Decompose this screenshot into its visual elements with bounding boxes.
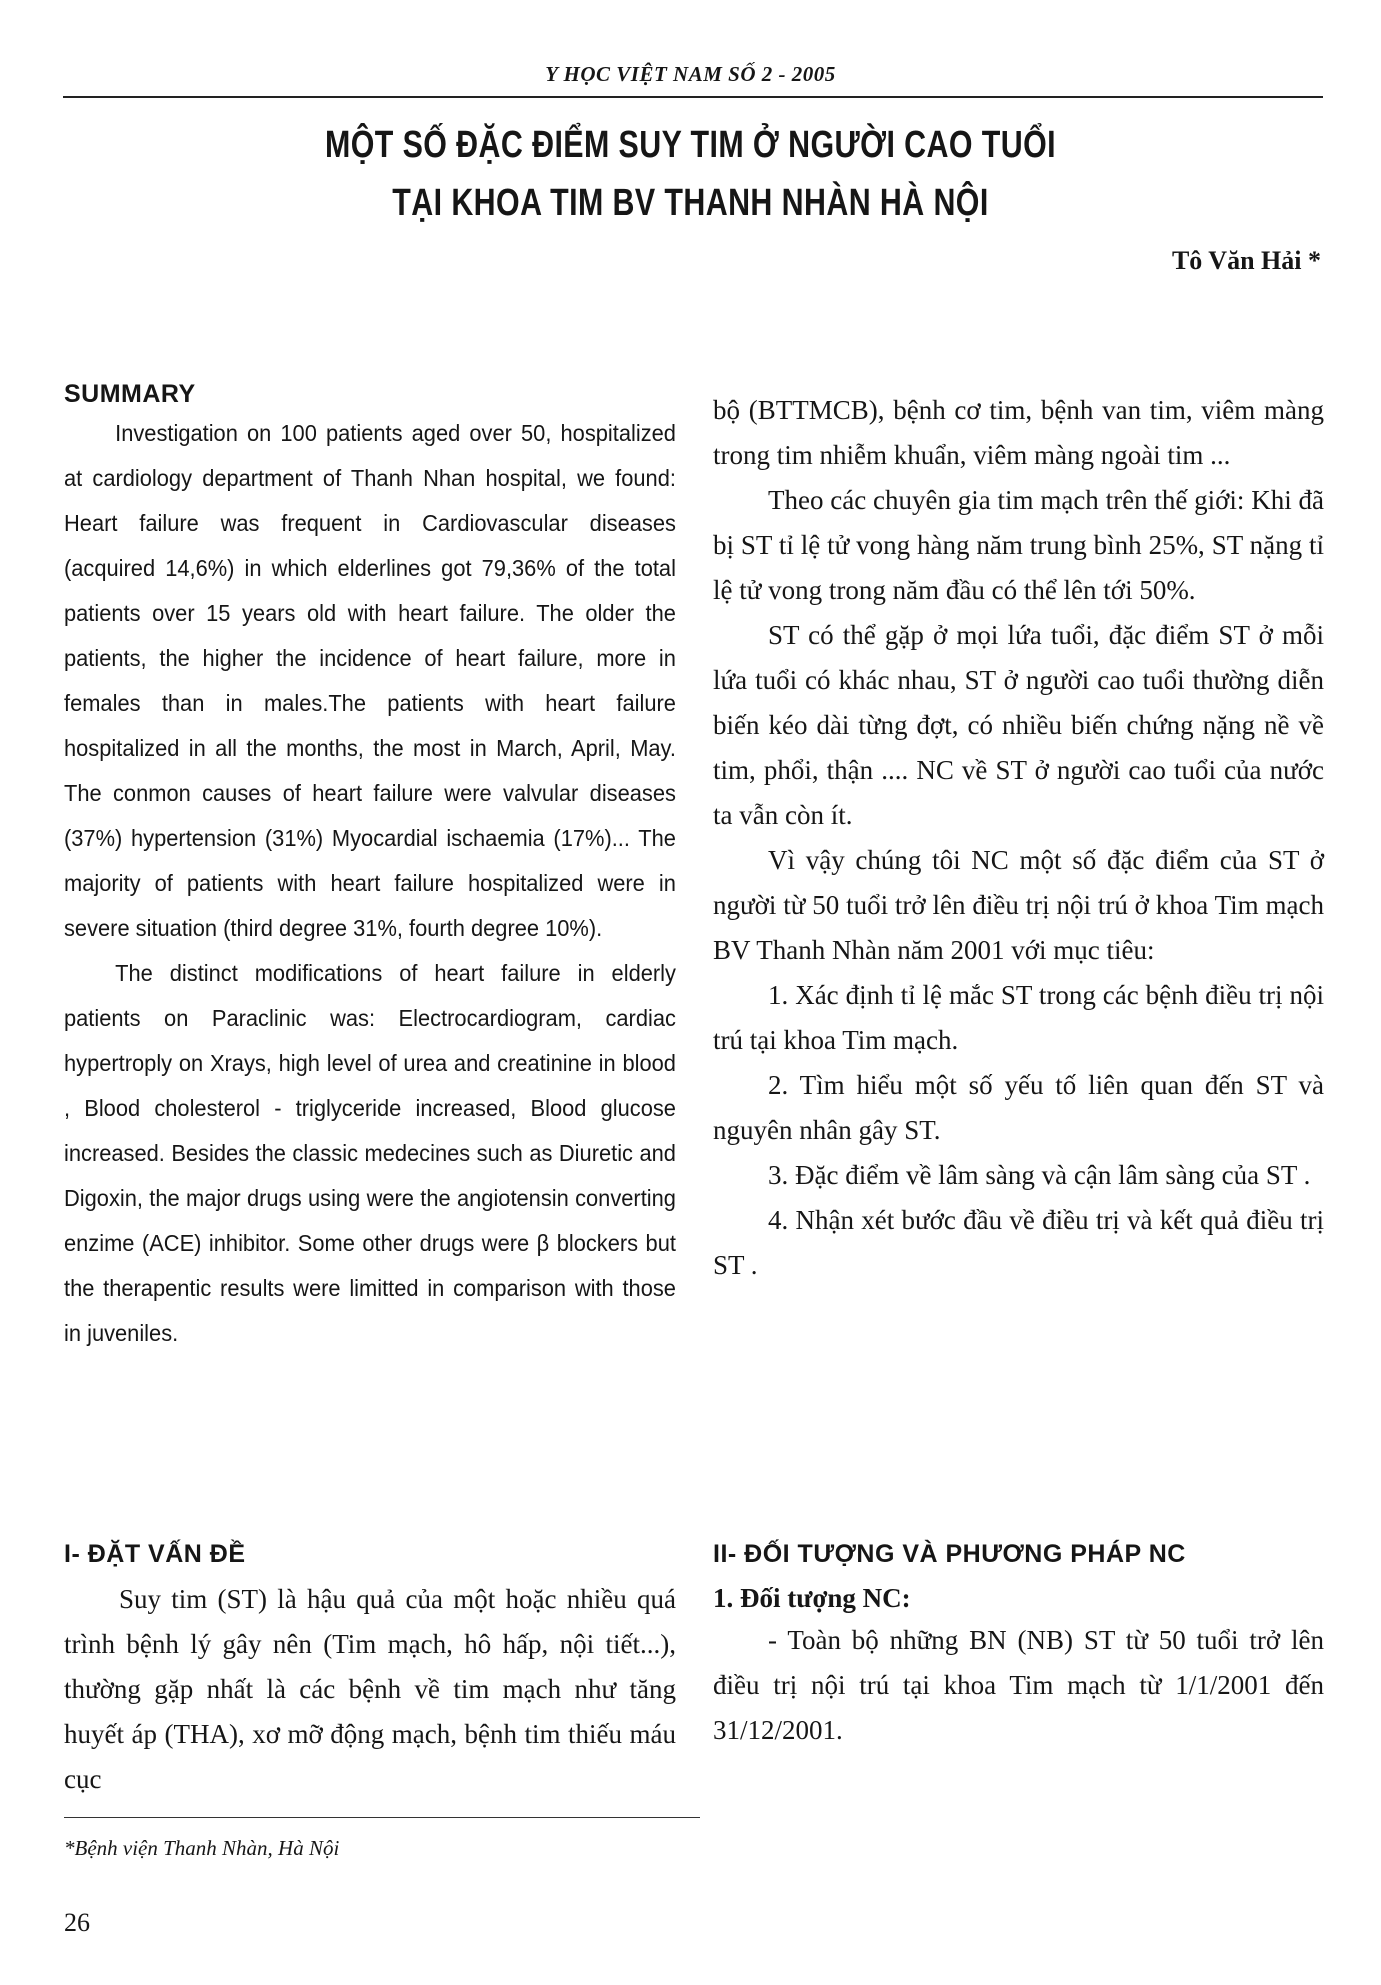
summary-paragraph-1: Investigation on 100 patients aged over 50, hospitalized at cardiology department of Thanh Nhan hospital, we found: Heart failure was frequent in Cardiovascular diseases (acquired 14,6%) in which elderlines got 79,36% of the total patients over 15 years old with heart failure. The older the patients, the higher the incidence of heart failure, more in females than in males.The patients with heart failure hospitalized in all the months, the most in March, April, May. The conmon causes of heart failure were valvular diseases (37%) hypertension (31%) Myocardial ischaemia (17%)... The majority of patients with heart failure hospitalized were in severe situation (third degree 31%, fourth degree 10%). xyxy=(64,420,676,941)
page-number: 26 xyxy=(64,1908,90,1937)
section-2-heading: II- ĐỐI TƯỢNG VÀ PHƯƠNG PHÁP NC xyxy=(713,1540,1186,1568)
author: Tô Văn Hải * xyxy=(1171,246,1321,275)
objective-item-2: 2. Tìm hiểu một số yếu tố liên quan đến ST và nguyên nhân gây ST. xyxy=(713,1070,1324,1145)
header-rule xyxy=(63,96,1323,98)
summary-paragraph-2: The distinct modifications of heart failure in elderly patients on Paraclinic was: Electrocardiogram, cardiac hypertroply on Xrays, high level of urea and creatinine in blood , Blood cholesterol - triglyceride increased, Blood glucose increased. Besides the classic medecines such as Diuretic and Digoxin, the major drugs using were the angiotensin converting enzime (ACE) inhibitor. Some other drugs were β blockers but the therapentic results were limitted in comparison with those in juveniles. xyxy=(64,960,676,1346)
section-1 xyxy=(64,1540,676,1802)
article-title-line-2: TẠI KHOA TIM BV THANH NHÀN HÀ NỘI xyxy=(392,182,989,224)
journal-header: Y HỌC VIỆT NAM SỐ 2 - 2005 xyxy=(545,62,836,86)
objective-item-3: 3. Đặc điểm về lâm sàng và cận lâm sàng của ST . xyxy=(768,1160,1311,1190)
intro-paragraph-2: ST có thể gặp ở mọi lứa tuổi, đặc điểm ST ở mỗi lứa tuổi có khác nhau, ST ở người cao tuổi thường diễn biến kéo dài từng đợt, có nhiều biến chứng nặng nề về tim, phổi, thận .... NC về ST ở người cao tuổi của nước ta vẫn còn ít. xyxy=(713,620,1324,830)
summary-section xyxy=(64,380,676,1356)
section-2 xyxy=(713,1540,1324,1753)
section-2-paragraph: - Toàn bộ những BN (NB) ST từ 50 tuổi trở lên điều trị nội trú tại khoa Tim mạch từ 1/1/2001 đến 31/12/2001. xyxy=(713,1625,1324,1745)
section-1-paragraph: Suy tim (ST) là hậu quả của một hoặc nhiều quá trình bệnh lý gây nên (Tim mạch, hô hấp, nội tiết...), thường gặp nhất là các bệnh về tim mạch như tăng huyết áp (THA), xơ mỡ động mạch, bệnh tim thiếu máu cục xyxy=(64,1584,676,1794)
intro-paragraph-3: Vì vậy chúng tôi NC một số đặc điểm của ST ở người từ 50 tuổi trở lên điều trị nội trú ở khoa Tim mạch BV Thanh Nhàn năm 2001 với mục tiêu: xyxy=(713,845,1324,965)
intro-paragraph-1: Theo các chuyên gia tim mạch trên thế giới: Khi đã bị ST tỉ lệ tử vong hàng năm trung bình 25%, ST nặng tỉ lệ tử vong trong năm đầu có thể lên tới 50%. xyxy=(713,485,1324,605)
objective-item-4: 4. Nhận xét bước đầu về điều trị và kết quả điều trị ST . xyxy=(713,1205,1324,1280)
article-title-line-1: MỘT SỐ ĐẶC ĐIỂM SUY TIM Ở NGƯỜI CAO TUỔI xyxy=(325,124,1056,166)
section-2-subheading: 1. Đối tượng NC: xyxy=(713,1583,911,1613)
objective-item-1: 1. Xác định tỉ lệ mắc ST trong các bệnh điều trị nội trú tại khoa Tim mạch. xyxy=(713,980,1324,1055)
right-column-intro xyxy=(713,388,1324,1288)
summary-heading: SUMMARY xyxy=(64,380,196,408)
footnote-rule xyxy=(64,1817,700,1818)
section-1-heading: I- ĐẶT VẤN ĐỀ xyxy=(64,1540,246,1568)
footnote: *Bệnh viện Thanh Nhàn, Hà Nội xyxy=(64,1836,340,1860)
intro-continuation: bộ (BTTMCB), bệnh cơ tim, bệnh van tim, viêm màng trong tim nhiễm khuẩn, viêm màng ngoài tim ... xyxy=(713,395,1324,470)
